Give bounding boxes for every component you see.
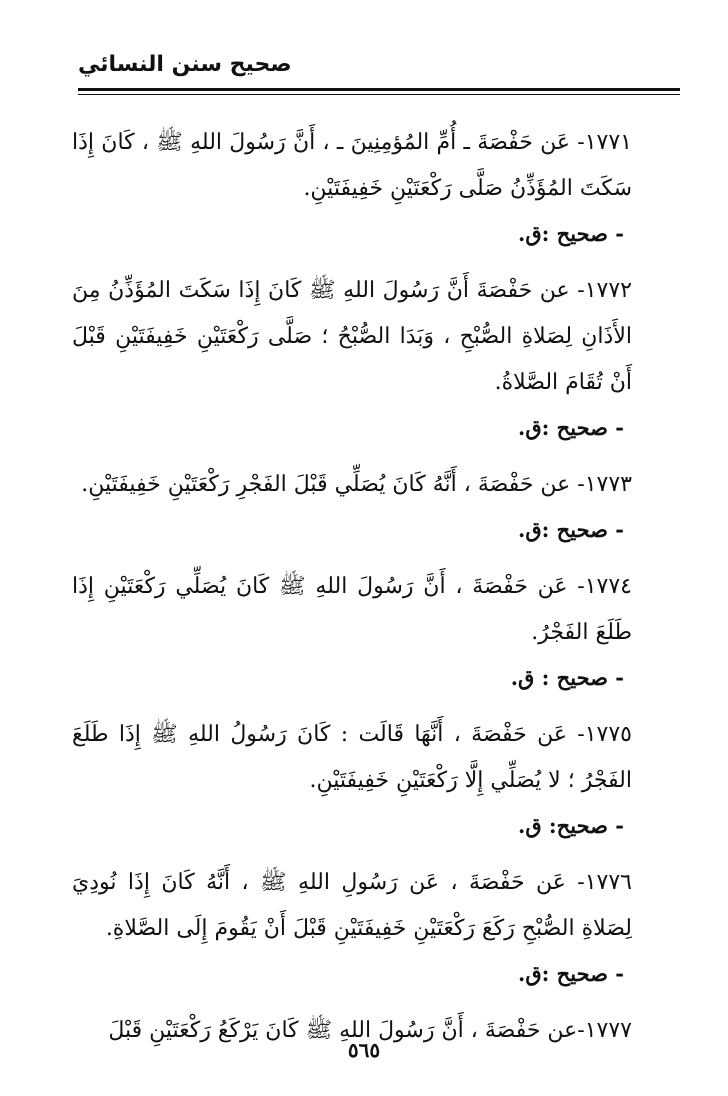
hadith-text: عن حَفْصَةَ أَنَّ رَسُولَ اللهِ ﷺ كَانَ إِذَا سَكَتَ المُؤَذِّنُ مِنَ الأَذَانِ لِصَلاةِ الصُّبْحِ ، وَبَدَا الصُّبْحُ ؛ صَلَّى رَكْعَتَيْنِ خَفِيفَتَيْنِ قَبْلَ أَنْ تُقَامَ الصَّلاةُ.	[72, 278, 632, 395]
hadith-text: عَن حَفْصَةَ ، أَنَّ رَسُولَ اللهِ ﷺ كَانَ يُصَلِّي رَكْعَتَيْنِ إِذَا طَلَعَ الفَجْرُ.	[72, 574, 632, 645]
hadith-number: ١٧٧٧-	[577, 1018, 632, 1043]
hadith-1773	[72, 462, 632, 508]
hadith-number: ١٧٧٣-	[577, 472, 632, 497]
hadith-1774	[72, 564, 632, 656]
hadith-number: ١٧٧١-	[577, 130, 632, 155]
grade-1771: - صحيح :ق.	[518, 221, 624, 246]
hadith-text: عَن حَفْصَةَ ، عَن رَسُولِ اللهِ ﷺ ، أَنَّهُ كَانَ إِذَا نُودِيَ لِصَلاةِ الصُّبْحِ رَكَعَ رَكْعَتَيْنِ خَفِيفَتَيْنِ قَبْلَ أَنْ يَقُومَ إِلَى الصَّلاةِ.	[72, 870, 632, 941]
hadith-number: ١٧٧٢-	[577, 278, 632, 303]
grade-1772: - صحيح :ق.	[518, 415, 624, 440]
header-rule-thick	[78, 88, 680, 91]
hadith-text: عن حَفْصَةَ ، أَنَّهُ كَانَ يُصَلِّي قَبْلَ الفَجْرِ رَكْعَتَيْنِ خَفِيفَتَيْنِ.	[81, 472, 578, 497]
grade-1776: - صحيح :ق.	[518, 961, 624, 986]
hadith-1772	[72, 268, 632, 406]
page-number: ٥٦٥	[347, 1038, 381, 1062]
hadith-1776	[72, 860, 632, 952]
page-body	[72, 120, 632, 1054]
page-header	[78, 52, 680, 98]
hadith-text: عَن حَفْصَةَ ـ أُمِّ المُؤمِنِينَ ـ ، أَنَّ رَسُولَ اللهِ ﷺ ، كَانَ إِذَا سَكَتَ المُؤَذِّنُ صَلَّى رَكْعَتَيْنِ خَفِيفَتَيْنِ.	[72, 130, 632, 201]
hadith-1771	[72, 120, 632, 212]
book-title: صحيح سنن النسائي	[78, 52, 292, 77]
hadith-number: ١٧٧٤-	[577, 574, 632, 599]
hadith-text: عن حَفْصَةَ ، أَنَّ رَسُولَ اللهِ ﷺ كَانَ يَرْكَعُ رَكْعَتَيْنِ قَبْلَ	[108, 1018, 578, 1043]
header-rule-thin	[78, 94, 680, 95]
grade-1773: - صحيح :ق.	[518, 517, 624, 542]
hadith-1775	[72, 712, 632, 804]
grade-1775: - صحيح: ق.	[518, 813, 624, 838]
hadith-number: ١٧٧٦-	[577, 870, 632, 895]
grade-1774: - صحيح : ق.	[510, 665, 624, 690]
hadith-number: ١٧٧٥-	[577, 722, 632, 747]
hadith-text: عَن حَفْصَةَ ، أَنَّهَا قَالَت : كَانَ رَسُولُ اللهِ ﷺ إِذَا طَلَعَ الفَجْرُ ؛ لا يُصَلِّي إِلَّا رَكْعَتَيْنِ خَفِيفَتَيْنِ.	[72, 722, 632, 793]
